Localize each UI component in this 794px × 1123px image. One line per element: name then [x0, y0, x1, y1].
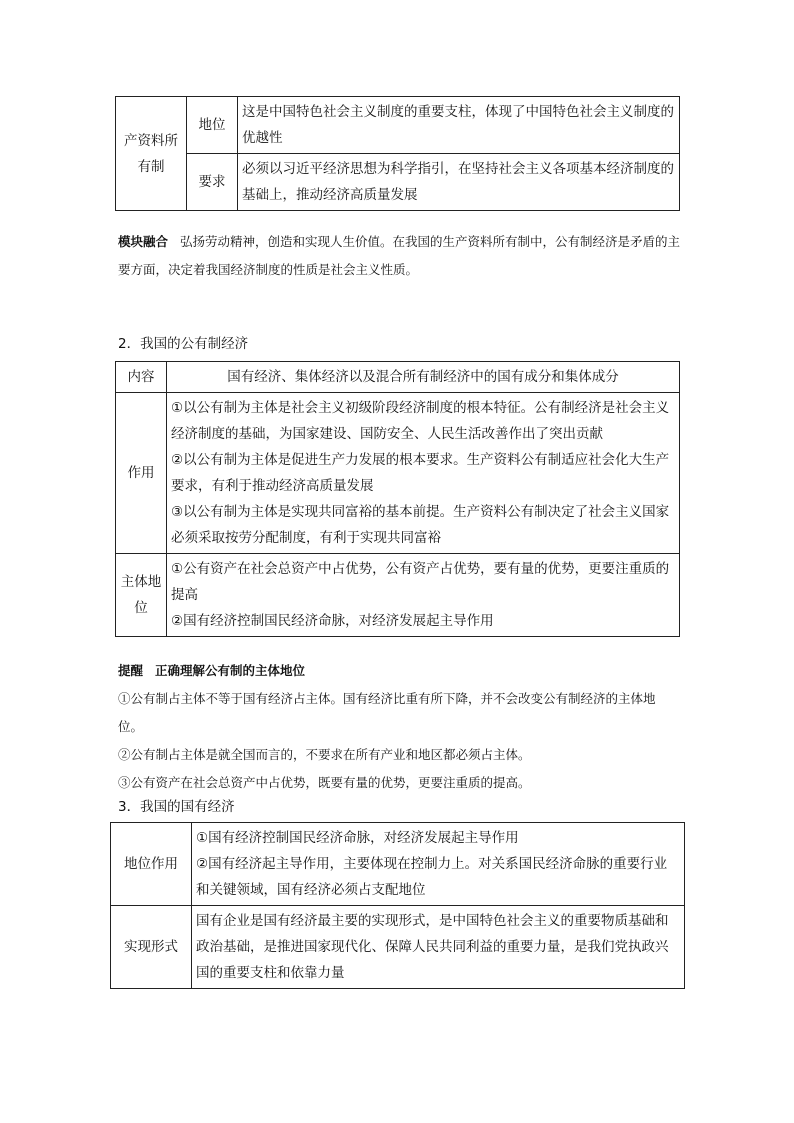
form-cell — [192, 906, 685, 989]
module-paragraph — [118, 228, 680, 284]
dominant-status-label: 主体地位 — [116, 554, 167, 637]
ownership-table — [115, 96, 680, 211]
reminder-item: ③公有资产在社会总资产中占优势，既要有量的优势，更要注重质的提高。 — [118, 775, 531, 790]
requirement-label: 要求 — [187, 154, 238, 211]
reminder-item: ①公有制占主体不等于国有经济占主体。国有经济比重有所下降，并不会改变公有制经济的主体地位。 — [118, 691, 656, 734]
role-label: 地位作用 — [111, 823, 192, 906]
content-label: 内容 — [116, 362, 167, 393]
reminder-title: 提醒 — [118, 663, 144, 678]
section2-heading: 2．我国的公有制经济 — [118, 336, 249, 352]
section3-heading: 3．我国的国有经济 — [118, 799, 235, 815]
form-item: 国有企业是国有经济最主要的实现形式，是中国特色社会主义的重要物质基础和政治基础，是推进国家现代化、保障人民共同利益的重要力量，是我们党执政兴国的重要支柱和依靠力量 — [196, 913, 669, 981]
status-item: ②国有经济控制国民经济命脉，对经济发展起主导作用 — [171, 613, 494, 629]
effect-item: ②以公有制为主体是促进生产力发展的根本要求。生产资料公有制适应社会化大生产要求，有利于推动经济高质量发展 — [171, 452, 670, 494]
effect-item: ③以公有制为主体是实现共同富裕的基本前提。生产资料公有制决定了社会主义国家必须采取按劳分配制度，有利于实现共同富裕 — [171, 504, 670, 546]
content-text: 国有经济、集体经济以及混合所有制经济中的国有成分和集体成分 — [167, 362, 680, 393]
dominant-status-cell — [167, 554, 680, 637]
effect-cell — [167, 393, 680, 554]
reminder-subtitle: 正确理解公有制的主体地位 — [154, 663, 305, 678]
status-item: ①公有资产在社会总资产中占优势，公有资产占优势，要有量的优势，更要注重质的提高 — [171, 561, 670, 603]
status-text: 这是中国特色社会主义制度的重要支柱，体现了中国特色社会主义制度的优越性 — [238, 97, 680, 154]
ownership-label: 产资料所有制 — [116, 97, 187, 211]
role-item: ①国有经济控制国民经济命脉，对经济发展起主导作用 — [196, 830, 519, 846]
module-text: 弘扬劳动精神，创造和实现人生价值。在我国的生产资料所有制中，公有制经济是矛盾的主要方面，决定着我国经济制度的性质是社会主义性质。 — [118, 234, 680, 277]
requirement-text: 必须以习近平经济思想为科学指引，在坚持社会主义各项基本经济制度的基础上，推动经济高质量发展 — [238, 154, 680, 211]
module-title: 模块融合 — [118, 234, 169, 249]
reminder-heading — [118, 657, 680, 685]
role-item: ②国有经济起主导作用，主要体现在控制力上。对关系国民经济命脉的重要行业和关键领域，国有经济必须占支配地位 — [196, 856, 668, 898]
role-cell — [192, 823, 685, 906]
status-label: 地位 — [187, 97, 238, 154]
reminder-item: ②公有制占主体是就全国而言的，不要求在所有产业和地区都必须占主体。 — [118, 747, 531, 762]
effect-label: 作用 — [116, 393, 167, 554]
form-label: 实现形式 — [111, 906, 192, 989]
reminder-block — [118, 657, 680, 797]
state-economy-table — [110, 822, 685, 989]
public-economy-table — [115, 361, 680, 637]
effect-item: ①以公有制为主体是社会主义初级阶段经济制度的根本特征。公有制经济是社会主义经济制度的基础，为国家建设、国防安全、人民生活改善作出了突出贡献 — [171, 400, 670, 442]
